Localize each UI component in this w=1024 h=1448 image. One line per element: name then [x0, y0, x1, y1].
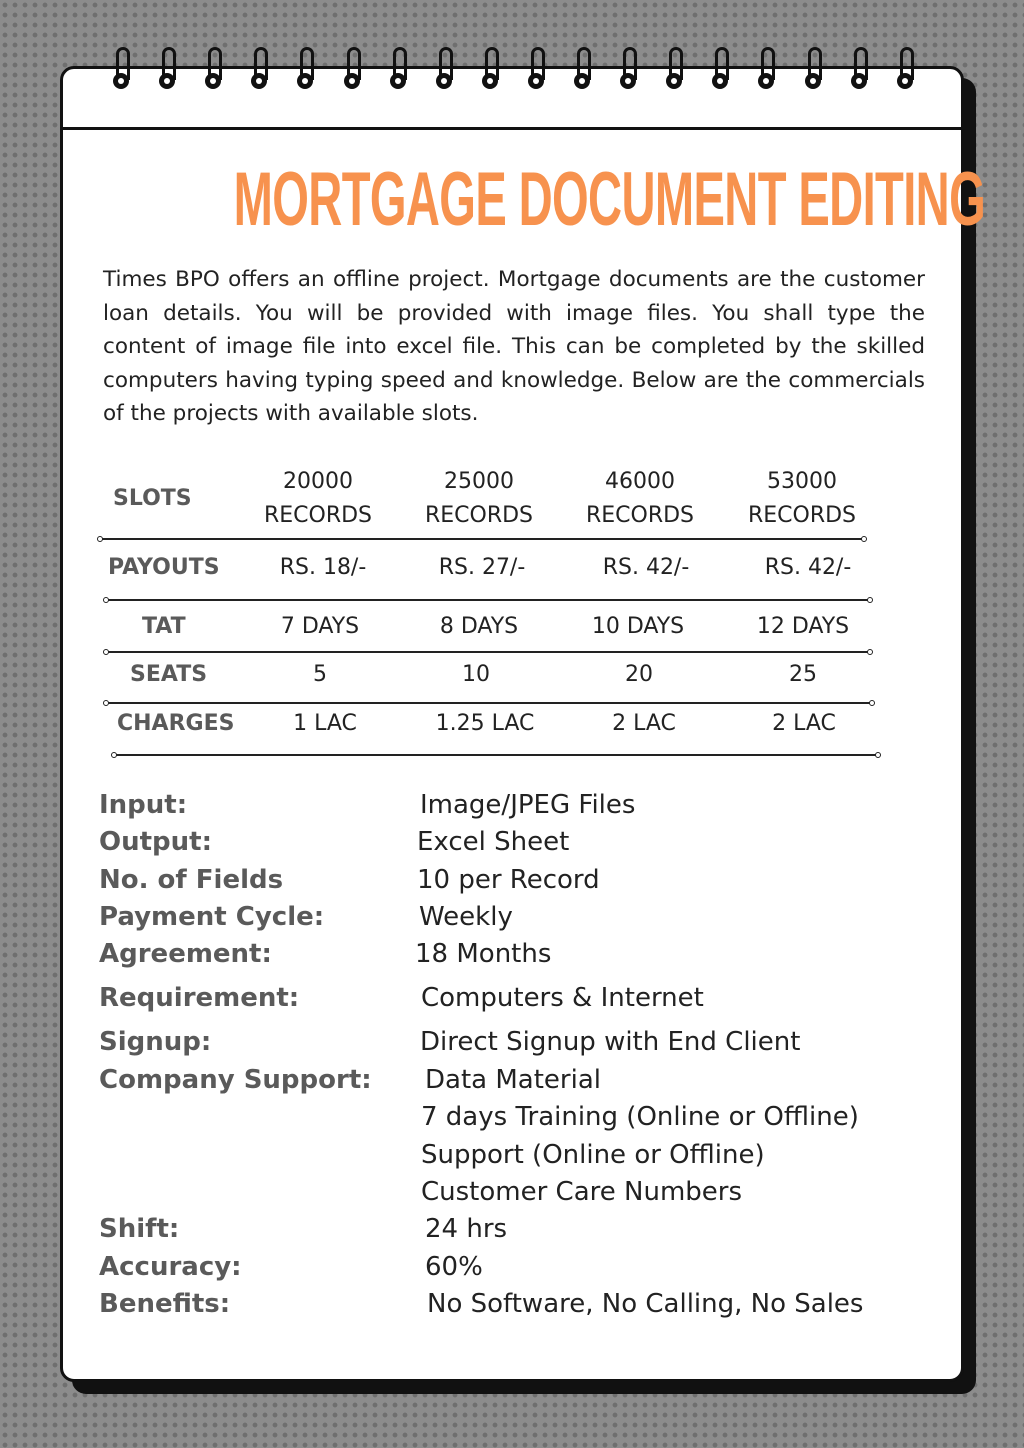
spec-value-fields: 10 per Record [417, 865, 600, 895]
row-label-payouts: PAYOUTS [108, 555, 220, 580]
seats-cell: 25 [789, 662, 817, 687]
charges-cell: 1 LAC [293, 711, 357, 736]
tat-cell: 12 DAYS [756, 614, 850, 639]
spiral-ring-icon [575, 47, 589, 93]
spec-value-support-2: 7 days Training (Online or Offline) [421, 1102, 859, 1132]
spec-label-signup: Signup: [99, 1027, 212, 1057]
tat-cell: 8 DAYS [439, 614, 519, 639]
payout-cell: RS. 18/- [279, 555, 367, 580]
spec-value-requirement: Computers & Internet [421, 983, 704, 1013]
slot-unit: RECORDS [585, 503, 695, 528]
spiral-ring-icon [252, 47, 266, 93]
spiral-ring-icon [898, 47, 912, 93]
spec-value-signup: Direct Signup with End Client [420, 1027, 801, 1057]
row-label-seats: SEATS [130, 662, 208, 687]
spec-label-output: Output: [99, 827, 212, 857]
spec-value-support-1: Data Material [425, 1065, 601, 1095]
payout-cell: RS. 42/- [602, 555, 690, 580]
intro-paragraph: Times BPO offers an offline project. Mortgage documents are the customer loan details. You will be provided with image files. You shall type the content of image file into excel file. This can be completed by the skilled computers having typing speed and knowledge. Below are the commercials of the projects with available slots. [103, 267, 925, 426]
spec-label-requirement: Requirement: [99, 983, 300, 1013]
table-divider [101, 538, 863, 540]
table-divider [107, 702, 871, 704]
spiral-ring-icon [391, 47, 405, 93]
slot-count: 53000 [767, 469, 837, 494]
spiral-ring-icon [437, 47, 451, 93]
payout-cell: RS. 27/- [438, 555, 526, 580]
spec-value-accuracy: 60% [425, 1252, 483, 1282]
spec-label-payment-cycle: Payment Cycle: [99, 902, 325, 932]
spiral-ring-icon [621, 47, 635, 93]
spec-value-support-3: Support (Online or Offline) [421, 1140, 765, 1170]
spiral-ring-icon [529, 47, 543, 93]
spec-value-payment-cycle: Weekly [419, 902, 513, 932]
spec-value-agreement: 18 Months [415, 939, 552, 969]
spec-value-shift: 24 hrs [425, 1214, 508, 1244]
spec-value-output: Excel Sheet [417, 827, 570, 857]
slot-unit: RECORDS [424, 503, 534, 528]
spec-value-input: Image/JPEG Files [420, 790, 636, 820]
seats-cell: 10 [462, 662, 490, 687]
spiral-ring-icon [206, 47, 220, 93]
binding-strip-line [63, 127, 961, 130]
tat-cell: 7 DAYS [280, 614, 360, 639]
table-divider [115, 754, 877, 756]
row-label-charges: CHARGES [117, 711, 235, 736]
spec-label-shift: Shift: [99, 1214, 180, 1244]
spiral-ring-icon [483, 47, 497, 93]
spiral-ring-icon [806, 47, 820, 93]
slot-records-1 [253, 465, 383, 533]
spiral-ring-icon [667, 47, 681, 93]
spec-label-benefits: Benefits: [99, 1289, 231, 1319]
slot-unit: RECORDS [263, 503, 373, 528]
slot-records-2 [414, 465, 544, 533]
payout-cell: RS. 42/- [764, 555, 852, 580]
slot-records-3 [575, 465, 705, 533]
seats-cell: 20 [625, 662, 653, 687]
row-label-tat: TAT [142, 614, 186, 639]
spec-label-fields: No. of Fields [99, 865, 284, 895]
slot-count: 20000 [283, 469, 353, 494]
row-label-slots: SLOTS [113, 486, 192, 511]
slot-unit: RECORDS [747, 503, 857, 528]
notepad-page [60, 66, 986, 1382]
spiral-ring-icon [298, 47, 312, 93]
spec-value-benefits: No Software, No Calling, No Sales [427, 1289, 864, 1319]
spiral-ring-icon [852, 47, 866, 93]
slot-records-4 [737, 465, 867, 533]
spiral-ring-icon [160, 47, 174, 93]
table-divider [107, 599, 869, 601]
spiral-ring-icon [114, 47, 128, 93]
spec-label-accuracy: Accuracy: [99, 1252, 242, 1282]
spiral-ring-icon [345, 47, 359, 93]
spec-label-agreement: Agreement: [99, 939, 272, 969]
seats-cell: 5 [313, 662, 327, 687]
spec-label-company-support: Company Support: [99, 1065, 372, 1095]
tat-cell: 10 DAYS [591, 614, 685, 639]
charges-cell: 2 LAC [772, 711, 836, 736]
charges-cell: 1.25 LAC [435, 711, 535, 736]
page-title: MORTGAGE DOCUMENT EDITING [233, 157, 986, 242]
slot-count: 46000 [605, 469, 675, 494]
slot-count: 25000 [444, 469, 514, 494]
table-divider [107, 651, 869, 653]
spec-value-support-4: Customer Care Numbers [421, 1177, 743, 1207]
charges-cell: 2 LAC [612, 711, 676, 736]
spiral-ring-icon [759, 47, 773, 93]
spiral-ring-icon [713, 47, 727, 93]
spec-label-input: Input: [99, 790, 188, 820]
